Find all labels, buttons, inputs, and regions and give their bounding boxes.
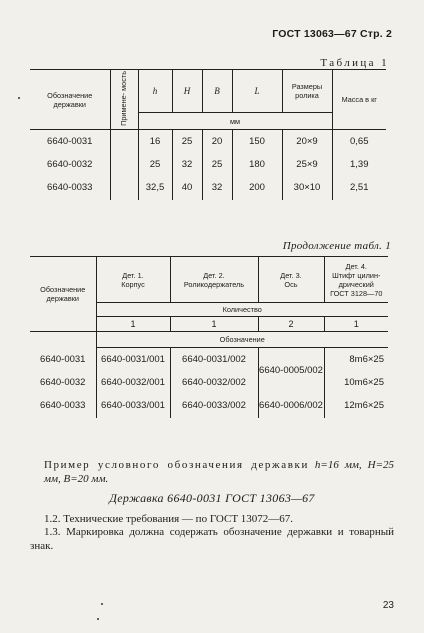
t1-cell: [110, 176, 138, 200]
t1-cell: 32: [202, 176, 232, 200]
t1-cell: 16: [138, 130, 172, 154]
t2-cell: 6640-0033: [40, 400, 86, 411]
t1-cell: 25: [138, 154, 172, 176]
t1-cell: 32: [172, 154, 202, 176]
t2-spacer: [30, 332, 96, 348]
t2-qty: 1: [170, 317, 258, 332]
table-row: [30, 154, 386, 176]
t1-cell: 20: [202, 130, 232, 154]
table-row: [30, 394, 388, 418]
example-dimensions: h=16 мм, H=25 мм, B=20 мм.: [44, 459, 394, 485]
t1-cell: 32,5: [138, 176, 172, 200]
t1-cell: 180: [232, 154, 282, 176]
t2-qty: 1: [96, 317, 170, 332]
item-1-2: 1.2. Технические требования — по ГОСТ 13072—67.: [44, 513, 294, 525]
t1-cell: 25: [172, 130, 202, 154]
t1-cell: 2,51: [332, 176, 386, 200]
t2-cell: 6640-0031/002: [170, 348, 258, 372]
t2-header-designation: Обозначение державки: [30, 257, 96, 332]
t2-cell: 6640-0006/002: [258, 394, 324, 418]
t1-cell: 6640-0033: [47, 182, 93, 193]
t1-header-roller: Размеры ролика: [282, 70, 332, 113]
t2-quantity-label: Количество: [96, 303, 388, 317]
t2-cell: 6640-0032: [40, 377, 86, 388]
t2-cell: 12m6×25: [324, 394, 388, 418]
table-row: [30, 176, 386, 200]
t1-header-unit: мм: [138, 113, 332, 130]
t2-cell: 6640-0031/001: [96, 348, 170, 372]
t2-cell: 8m6×25: [324, 348, 388, 372]
example-paragraph: [44, 458, 394, 486]
t2-cell: 6640-0031: [40, 354, 86, 365]
t1-header-h-small: h: [138, 70, 172, 113]
table-row: [30, 372, 388, 394]
t2-cell: 6640-0033/002: [170, 394, 258, 418]
item-1-3: 1.3. Маркировка должна содержать обозначение державки и товарный знак.: [30, 526, 394, 552]
t1-cell: 1,39: [332, 154, 386, 176]
t2-cell: 10m6×25: [324, 372, 388, 394]
t2-designation-label: Обозначение: [96, 332, 388, 348]
t2-header-det4: Дет. 4. Штифт цилин- дрический ГОСТ 3128—70: [324, 257, 388, 303]
example-spaced-text: Пример условного обозначения державки: [44, 459, 309, 471]
t1-cell: 6640-0031: [47, 136, 93, 148]
table-2-caption: Продолжение табл. 1: [282, 240, 391, 252]
t1-cell: [110, 154, 138, 176]
t1-cell: [110, 130, 138, 154]
t1-cell: 30×10: [282, 176, 332, 200]
t1-header-H: H: [172, 70, 202, 113]
table-row: [30, 130, 386, 154]
margin-mark: [101, 603, 103, 605]
margin-mark: [18, 97, 20, 99]
t1-cell: 6640-0032: [47, 159, 93, 170]
t1-cell: 150: [232, 130, 282, 154]
t2-qty: 1: [324, 317, 388, 332]
margin-mark: [97, 618, 99, 620]
t1-cell: 0,65: [332, 130, 386, 154]
table-1: [30, 69, 386, 200]
t2-header-det2: Дет. 2. Роликодержатель: [170, 257, 258, 303]
t2-cell: 6640-0005/002: [258, 348, 324, 394]
t2-cell: 6640-0032/002: [170, 372, 258, 394]
t2-header-det3: Дет. 3. Ось: [258, 257, 324, 303]
table-1-caption: Таблица 1: [320, 57, 389, 69]
table-row: [30, 348, 388, 372]
page-header: ГОСТ 13063—67 Стр. 2: [272, 28, 392, 40]
t1-cell: 25: [202, 154, 232, 176]
t1-header-usage: Примене- мость: [110, 70, 138, 130]
t1-cell: 40: [172, 176, 202, 200]
t1-header-B: B: [202, 70, 232, 113]
t1-header-designation: Обозначение державки: [30, 70, 110, 130]
t1-cell: 20×9: [282, 130, 332, 154]
t1-cell: 200: [232, 176, 282, 200]
t2-cell: 6640-0033/001: [96, 394, 170, 418]
t1-header-L: L: [232, 70, 282, 113]
t1-header-mass: Масса в кг: [332, 70, 386, 130]
t2-header-det1: Дет. 1. Корпус: [96, 257, 170, 303]
t2-qty: 2: [258, 317, 324, 332]
table-2: [30, 256, 388, 418]
page-number: 23: [382, 600, 394, 611]
t1-cell: 25×9: [282, 154, 332, 176]
designation-example: Державка 6640-0031 ГОСТ 13063—67: [109, 491, 315, 505]
t2-cell: 6640-0032/001: [96, 372, 170, 394]
